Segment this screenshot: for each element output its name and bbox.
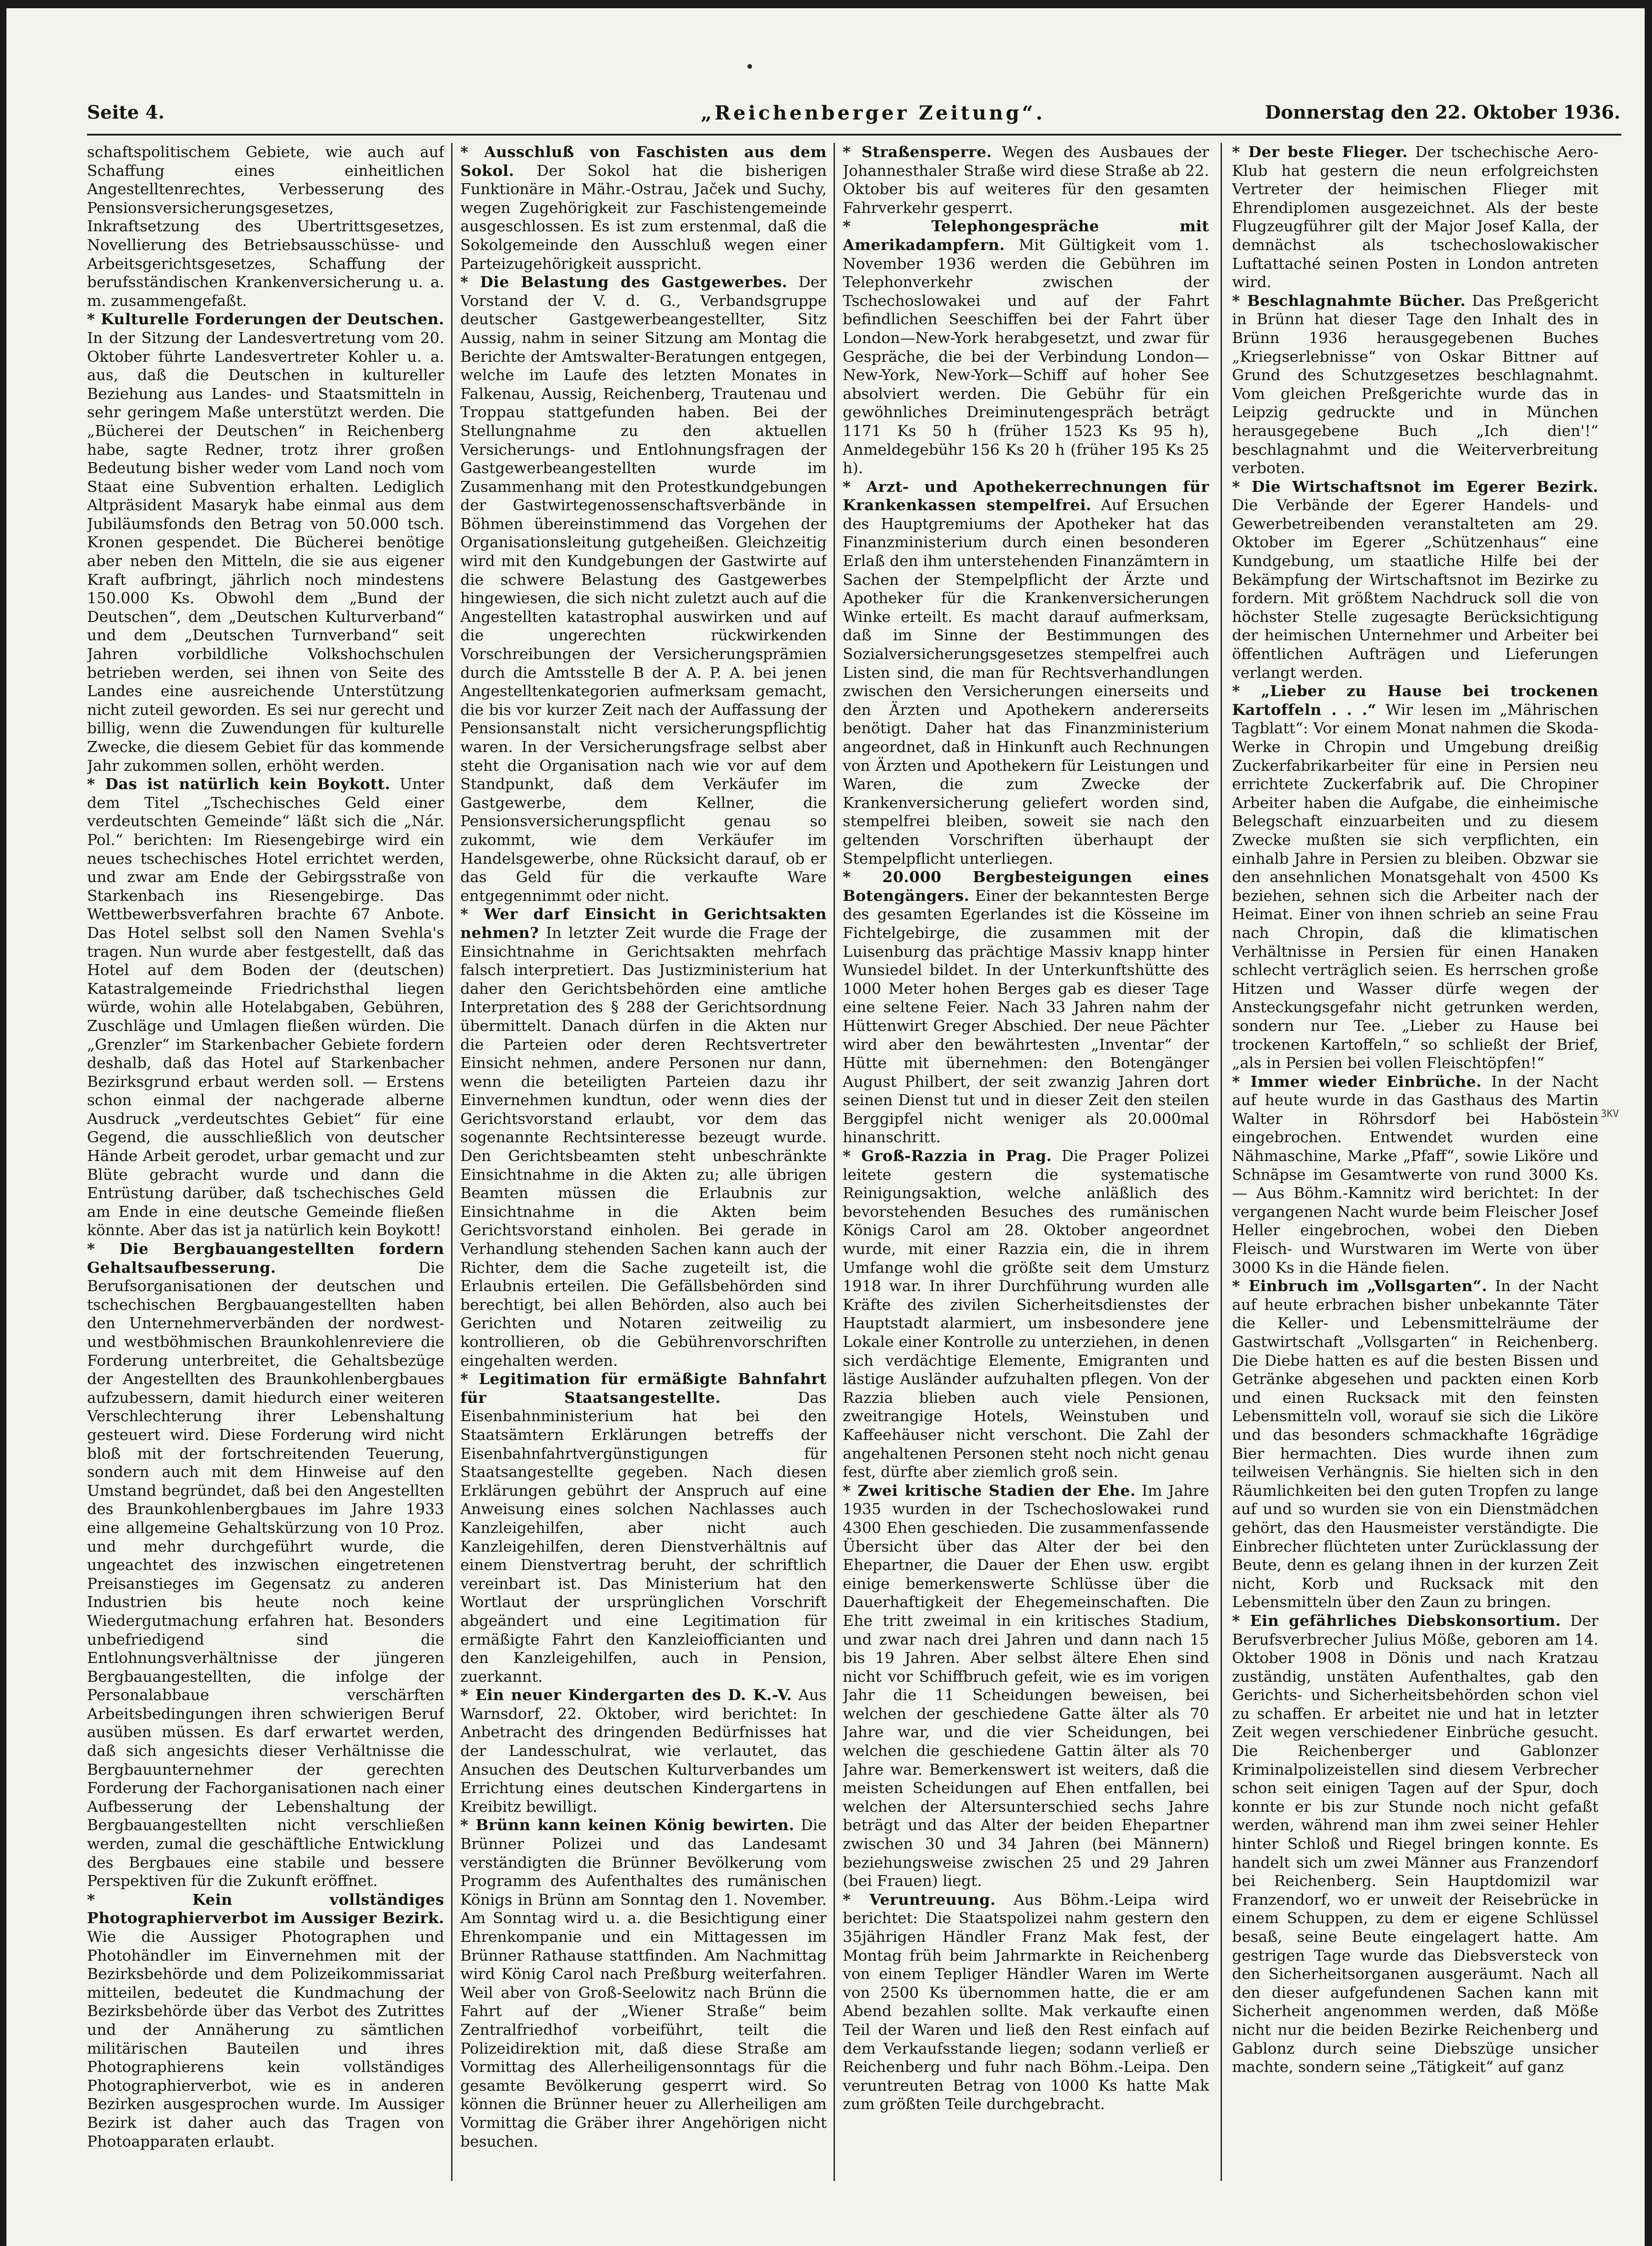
article-headline: * Kein vollständiges Photographierverbot im Aussiger Bezirk. [87,1890,444,1927]
news-article [87,143,444,310]
news-article [843,1891,1209,2114]
article-headline: * „Lieber zu Hause bei trockenen Kartoffeln . . .“ [1232,682,1598,719]
scan-border-top [0,0,1652,8]
article-headline: * Brünn kann keinen König bewirten. [460,1816,795,1834]
article-headline: * Kulturelle Forderungen der Deutschen. [87,310,444,328]
article-body: In der Nacht auf heute erbrachen bisher unbekannte Täter die Keller- und Lebensmittelräume der Gastwirtschaft „Vollsgarten“ in Reichenberg. Die Diebe hatten es auf die besten Bissen und Getränke abgesehen und packten einen Korb und einen Rucksack mit den feinsten Lebensmitteln voll, worauf sie sich die Liköre und das besonders schmackhafte 16grädige Bier hermachten. Dies wurde ihnen zum teilweisen Verhängnis. Sie hielten sich in den Räumlichkeiten bei den guten Tropfen zu lange auf und so wurden sie von ein Dienstmädchen gehört, das den Hausmeister verständigte. Die Einbrecher flüchteten unter Zurücklassung der Beute, denn es gelang ihnen in der kurzen Zeit nicht, Korb und Rucksack mit den Lebensmitteln über den Zaun zu bringen. [1232,1277,1598,1611]
article-headline: * Die Wirtschaftsnot im Egerer Bezirk. [1232,477,1598,496]
newspaper-title: „Reichenberger Zeitung“. [701,102,1046,124]
news-article [1232,1612,1598,2077]
article-body: In der Sitzung der Landesvertretung vom 20. Oktober führte Landesvertreter Kohler u. a. aus, daß die Deutschen in kultureller Beziehung aus Landes- und Staatsmitteln in sehr geringem Maße unterstützt werden. Die „Bücherei der Deutschen“ in Reichenberg habe, sagte Redner, trotz ihrer großen Bedeutung bisher weder vom Land noch vom Staat eine Subvention erhalten. Lediglich Altpräsident Masaryk habe einmal aus dem Jubiläumsfonds den Betrag von 50.000 tsch. Kronen gespendet. Die Bücherei benötige aber neben den Mitteln, die sie aus eigener Kraft aufbringt, jährlich noch mindestens 150.000 Ks. Obwohl dem „Bund der Deutschen“, dem „Deutschen Kulturverband“ und dem „Deutschen Turnverband“ seit Jahren vorbildliche Volkshochschulen betrieben werden, sei ihnen von Seite des Landes eine ausreichende Unterstützung nicht zuteil geworden. Es sei nur gerecht und billig, wenn die Zuwendungen für kulturelle Zwecke, die diesem Gebiet für das kommende Jahr zukommen sollen, erhöht werden. [87,328,444,774]
article-headline: * Groß-Razzia in Prag. [843,1147,1052,1165]
article-headline: * Die Bergbauangestellten fordern Gehaltsaufbesserung. [87,1240,444,1276]
article-headline: * Immer wieder Einbrüche. [1232,1072,1482,1090]
article-body: Einer der bekanntesten Berge des gesamten Egerlandes ist die Kösseine im Fichtelgebirge, die zusammen mit der Luisenburg das prächtige Massiv knapp hinter Wunsiedel bildet. In der Unterkunftshütte des 1000 Meter hohen Berges gab es dieser Tage eine seltene Feier. Nach 33 Jahren nahm der Hüttenwirt Greger Abschied. Der neue Pächter wird aber den bewährtesten „Inventar“ der Hütte mit übernehmen: den Botengänger August Philbert, der seit zwanzig Jahren dort seinen Dienst tut und in dieser Zeit den steilen Berggipfel nicht weniger als 20.000mal hinanschritt. [843,886,1209,1146]
scan-border-right [1645,0,1652,2246]
news-article [843,868,1209,1147]
news-article [460,143,827,273]
text-column-3 [843,143,1209,2195]
news-article [843,1482,1209,1891]
article-body: Wie die Aussiger Photographen und Photohändler im Einvernehmen mit der Bezirksbehörde und dem Polizeikommissariat mitteilen, bedeutet die Kundmachung der Bezirksbehörde über das Verbot des Zutrittes und der Annäherung zu sämtlichen militärischen Bauteilen und ihres Photographierens kein vollständiges Photographierverbot, wie es in anderen Bezirken ausgesprochen wurde. Im Aussiger Bezirk ist daher auch das Tragen von Photoapparaten erlaubt. [87,1928,444,2150]
news-article [460,1816,827,2151]
margin-note: 3KV [1601,1108,1619,1120]
article-body: Der tschechische Aero-Klub hat gestern die neun erfolgreichsten Vertreter der heimischen Flieger mit Ehrendiplomen ausgezeichnet. Als der beste Flugzeugführer gilt der Major Josef Kalla, der demnächst als tschechoslowakischer Luftattaché seinen Posten in London antreten wird. [1232,143,1598,291]
article-headline: * Legitimation für ermäßigte Bahnfahrt für Staatsangestellte. [460,1370,827,1406]
column-divider [451,143,453,2181]
news-article [87,1891,444,2151]
news-article [460,1686,827,1816]
article-body: Der Berufsverbrecher Julius Möße, geboren am 14. Oktober 1908 in Dönis und nach Kratzau zuständig, unstäten Aufenthaltes, gab den Gerichts- und Sicherheitsbehörden schon viel zu schaffen. Er arbeitet nie und hat in letzter Zeit wegen verschiedener Einbrüche gesucht. Die Reichenberger und Gablonzer Kriminalpolizeistellen sind diesem Verbrecher schon seit einigen Tagen auf der Spur, doch konnte er bis zur Stunde noch nicht gefaßt werden, während man ihm zwei seiner Hehler hinter Schloß und Riegel bringen konnte. Es handelt sich um zwei Männer aus Franzendorf bei Reichenberg. Sein Hauptdomizil war Franzendorf, wo er unweit der Reisebrücke in einem Schuppen, zu dem er eigene Schlüssel besaß, seine Beute eingelagert hatte. Am gestrigen Tage wurde das Diebsversteck von den Sicherheitsorganen ausgeräumt. Nach all den dieser aufgefundenen Sachen kann mit Sicherheit angenommen werden, daß Möße nicht nur die beiden Bezirke Reichenberg und Gablonz durch seine Diebszüge unsicher machte, sondern seine „Tätigkeit“ auf ganz [1232,1611,1598,2076]
article-body: In der Nacht auf heute wurde in das Gasthaus des Martin Walter in Röhrsdorf bei Haböstein eingebrochen. Entwendet wurden eine Nähmaschine, Marke „Pfaff“, sowie Liköre und Schnäpse im Gesamtwerte von rund 3000 Ks. — Aus Böhm.-Kamnitz wird berichtet: In der vergangenen Nacht wurde beim Fleischer Josef Heller eingebrochen, wobei den Dieben Fleisch- und Wurstwaren im Werte von über 3000 Ks in die Hände fielen. [1232,1072,1598,1276]
article-body: Der Vorstand der V. d. G., Verbandsgruppe deutscher Gastgewerbeangestellter, Sitz Aussig, nahm in seiner Sitzung am Montag die Berichte der Amtswalter-Beratungen entgegen, welche im Laufe des letzten Monates in Falkenau, Aussig, Reichenberg, Trautenau und Troppau stattgefunden haben. Bei der Stellungnahme zu den aktuellen Versicherungs- und Entlohnungsfragen der Gastgewerbeangestellten wurde im Zusammenhang mit den Protestkundgebungen der Gastwirtegenossenschaftsverbände in Böhmen übereinstimmend das Vorgehen der Organisationsleitung gutgeheißen. Gleichzeitig wird mit den Kundgebungen der Gastwirte auf die schwere Belastung des Gastgewerbes hingewiesen, die sich nicht zuletzt auch auf die Angestellten katastrophal auswirken und auf die ungerechten rückwirkenden Vorschreibungen der Versicherungsprämien durch die Amtsstelle B der A. P. A. bei jenen Angestelltenkategorien aufmerksam gemacht, die bis vor kurzer Zeit nach der Auffassung der Pensionsanstalt nicht versicherungspflichtig waren. In der Versicherungsfrage selbst aber steht die Organisation nach wie vor auf dem Standpunkt, daß dem Verkäufer im Gastgewerbe, dem Kellner, die Pensionsversicherungspflicht genau so zukommt, wie dem Verkäufer im Handelsgewerbe, ohne Rücksicht darauf, ob er das Geld für die verkaufte Ware entgegennimmt oder nicht. [460,273,827,905]
article-body: Auf Ersuchen des Hauptgremiums der Apotheker hat das Finanzministerium durch einen besonderen Erlaß den ihm unterstehenden Finanzämtern in Sachen der Stempelpflicht der Ärzte und Apotheker für die Krankenversicherungen Winke erteilt. Es macht darauf aufmerksam, daß im Sinne der Bestimmungen des Sozialversicherungsgesetzes stempelfrei auch Listen sind, die man für Rechtsverhandlungen zwischen den Versicherungen einerseits und den Ärzten und Apothekern andererseits benötigt. Daher hat das Finanzministerium angeordnet, daß in Hinkunft auch Rechnungen von Ärzten und Apothekern für Leistungen und Waren, die zum Zwecke der Krankenversicherung geliefert worden sind, stempelfrei bleiben, soweit sie nach den geltenden Vorschriften überhaupt der Stempelpflicht unterliegen. [843,496,1209,867]
text-column-2 [460,143,827,2195]
article-body: Das Preßgericht in Brünn hat dieser Tage den Inhalt des in Brünn 1936 herausgegebenen Buches „Kriegserlebnisse“ von Oskar Bittner auf Grund des Schutzgesetzes beschlagnahmt. Vom gleichen Preßgerichte wurde das in Leipzig gedruckte und in München herausgegebene Buch „Ich dien'!“ beschlagnahmt und die Weiterverbreitung verboten. [1232,291,1598,477]
article-body: Mit Gültigkeit vom 1. November 1936 werden die Gebühren im Telephonverkehr zwischen der Tschechoslowakei und auf der Fahrt befindlichen Seeschiffen bei der Fahrt über London—New-York herabgesetzt, und zwar für Gespräche, die bei der Verbindung London—New-York, New-York—Schiff auf hoher See absolviert werden. Die Gebühr für ein gewöhnliches Dreiminutengespräch beträgt 1171 Ks 50 h (früher 1523 Ks 95 h), Anmeldegebühr 156 Ks 20 h (früher 195 Ks 25 h). [843,235,1209,477]
header-rule [87,134,1621,136]
article-body: Der Sokol hat die bisherigen Funktionäre in Mähr.-Ostrau, Jaček und Suchy, wegen Zugehörigkeit zur Faschistengemeinde ausgeschlossen. Es ist zum erstenmal, daß die Sokolgemeinde den Ausschluß wegen einer Parteizugehörigkeit ausspricht. [460,161,827,273]
article-body: Im Jahre 1935 wurden in der Tschechoslowakei rund 4300 Ehen geschieden. Die zusammenfassende Übersicht über das Alter der bei den Ehepartner, die Dauer der Ehen usw. ergibt einige bemerkenswerte Schlüsse über die Dauerhaftigkeit der Ehegemeinschaften. Die Ehe tritt zweimal in ein kritisches Stadium, und zwar nach drei Jahren und dann nach 15 bis 19 Jahren. Aber selbst ältere Ehen sind nicht vor Schiffbruch gefeit, wie es im vorigen Jahr die 11 Scheidungen beweisen, bei welchen der geschiedene Gatte älter als 70 Jahre war, und die vier Scheidungen, bei welchen die geschiedene Gattin älter als 70 Jahre war. Bemerkenswert ist weiters, daß die meisten Scheidungen auf Ehen entfallen, bei welchen der Altersunterschied sechs Jahre beträgt und das Alter der beiden Ehepartner zwischen 30 und 34 Jahren (bei Männern) beziehungsweise zwischen 25 und 29 Jahren (bei Frauen) liegt. [843,1481,1209,1890]
article-headline: * Einbruch im „Vollsgarten“. [1232,1277,1488,1295]
article-headline: * Ein gefährliches Diebskonsortium. [1232,1611,1561,1630]
article-headline: * Wer darf Einsicht in Gerichtsakten nehmen? [460,905,827,942]
article-headline: * Der beste Flieger. [1232,143,1408,161]
article-headline: * Beschlagnahmte Bücher. [1232,291,1466,310]
article-body: Die Verbände der Egerer Handels- und Gewerbetreibenden veranstalteten am 29. Oktober im Egerer „Schützenhaus“ eine Kundgebung, um staatliche Hilfe bei der Bekämpfung der Wirtschaftsnot im Bezirke zu fordern. Mit größtem Nachdruck soll die von höchster Stelle zugesagte Berücksichtigung der heimischen Unternehmer und Arbeiter bei öffentlichen Aufträgen und Lieferungen verlangt werden. [1232,496,1598,681]
article-body: schaftspolitischem Gebiete, wie auch auf Schaffung eines einheitlichen Angestelltenrechtes, Verbesserung des Pensionsversicherungsgesetzes, Inkraftsetzung des Ubertrittsgesetzes, Novellierung des Betriebsausschüsse- und Arbeitsgerichtsgesetzes, Schaffung der berufsständischen Krankenversicherung u. a. m. zusammengefaßt. [87,143,444,310]
news-article [460,905,827,1370]
news-article [1232,1073,1598,1277]
news-article [460,273,827,905]
article-body: Aus Böhm.-Leipa wird berichtet: Die Staatspolizei nahm gestern den 35jährigen Händler Franz Mak fest, der Montag früh beim Jahrmarkte in Reichenberg von einem Tepliger Händler Waren im Werte von 2500 Ks übernommen hatte, die er am Abend bezahlen sollte. Mak verkaufte einen Teil der Waren und ließ den Rest einfach auf dem Verkaufsstande liegen; sodann verließ er Reichenberg und fuhr nach Böhm.-Leipa. Den veruntreuten Betrag von 1000 Ks hatte Mak zum größten Teile durchgebracht. [843,1890,1209,2113]
article-headline: * Telephongespräche mit Amerikadampfern. [843,217,1209,254]
binding-hole-mark [747,64,752,69]
article-body: Die Berufsorganisationen der deutschen und tschechischen Bergbauangestellten haben den Unternehmerverbänden der nordwest- und westböhmischen Braunkohlenreviere die Forderung unterbreitet, die Gehaltsbezüge der Angestellten des Braunkohlenbergbaues aufzubessern, damit hiedurch einer weiteren Verschlechterung ihrer Lebenshaltung gesteuert wird. Diese Forderung wird nicht bloß mit der fortschreitenden Teuerung, sondern auch mit dem Hinweise auf den Umstand begründet, daß bei den Angestellten des Braunkohlenbergbaues im Jahre 1933 eine allgemeine Gehaltskürzung von 10 Proz. und mehr durchgeführt wurde, die ungeachtet des inzwischen eingetretenen Preisanstieges im Gegensatz zu anderen Industrien bis heute noch keine Wiedergutmachung erfahren hat. Besonders unbefriedigend sind die Entlohnungsverhältnisse der jüngeren Bergbauangestellten, die infolge der Personalabbaue verschärften Arbeitsbedingungen ihren schwierigen Beruf ausüben müssen. Es darf erwartet werden, daß sich angesichts dieser Verhältnisse die Bergbauunternehmer der gerechten Forderung der Fachorganisationen nach einer Aufbesserung der Lebenshaltung der Bergbauangestellten nicht verschließen werden, zumal die geschäftliche Entwicklung des Bergbaues eine stabile und bessere Perspektiven für die Zukunft eröffnet. [87,1258,444,1890]
news-article [87,1240,444,1891]
article-body: Wir lesen im „Mährischen Tagblatt“: Vor einem Monat nahmen die Skoda-Werke in Chropin und Umgebung dreißig Zuckerfabrikarbeiter für eine in Persien neu errichtete Zuckerfabrik auf. Die Chropiner Arbeiter haben die Aufgabe, die einheimische Belegschaft einzuarbeiten und zu diesem Zwecke mußten sie sich verpflichten, ein einhalb Jahre in Persien zu bleiben. Obzwar sie den ansehnlichen Monatsgehalt von 4500 Ks beziehen, sehnen sich die Arbeiter nach der Heimat. Einer von ihnen schrieb an seine Frau nach Chropin, daß die klimatischen Verhältnisse in Persien für einen Hanaken schlecht verträglich seien. Es herrschen große Hitzen und Wasser dürfe wegen der Ansteckungsgefahr nicht getrunken werden, sondern nur Tee. „Lieber zu Hause bei trockenen Kartoffeln,“ so schließt der Brief, „als in Persien bei vollen Fleischtöpfen!“ [1232,700,1598,1072]
news-article [87,775,444,1240]
text-column-1 [87,143,444,2195]
article-body: Aus Warnsdorf, 22. Oktober, wird berichtet: In Anbetracht des dringenden Bedürfnisses hat der Landesschulrat, wie verlautet, das Ansuchen des Deutschen Kulturverbandes um Errichtung eines deutschen Kindergartens in Kreibitz bewilligt. [460,1686,827,1815]
article-headline: * Veruntreuung. [843,1890,996,1908]
column-divider [834,143,835,2181]
article-headline: * 20.000 Bergbesteigungen eines Botengängers. [843,868,1209,905]
news-article [843,478,1209,868]
article-body: Unter dem Titel „Tschechisches Geld einer verdeutschten Gemeinde“ läßt sich die „Nár. Pol.“ berichten: Im Riesengebirge wird ein neues tschechisches Hotel errichtet werden, und zwar am Ende der Gebirgsstraße von Starkenbach ins Riesengebirge. Das Wettbewerbsverfahren brachte 67 Anbote. Das Hotel selbst soll den Namen Svehla's tragen. Nun wurde aber festgestellt, daß das Hotel auf dem Boden der (deutschen) Katastralgemeinde Friedrichsthal liegen würde, wohin alle Hotelabgaben, Gebühren, Zuschläge und Umlagen fließen würden. Die „Grenzler“ im Starkenbacher Gebiete fordern deshalb, daß das Hotel auf Starkenbacher Bezirksgrund erbaut werden soll. — Erstens schon einmal der nachgerade alberne Ausdruck „verdeutschtes Gebiet“ für eine Gegend, die ausschließlich von deutscher Hände Arbeit gerodet, urbar gemacht und zur Blüte gebracht wurde und dann die Entrüstung darüber, daß tschechisches Geld am Ende in eine deutsche Gemeinde fließen könnte. Aber das ist ja natürlich kein Boykott! [87,775,444,1239]
news-article [1232,682,1598,1072]
issue-date: Donnerstag den 22. Oktober 1936. [1265,102,1620,123]
article-headline: * Arzt- und Apothekerrechnungen für Krankenkassen stempelfrei. [843,477,1209,514]
article-body: Die Prager Polizei leitete gestern die systematische Reinigungsaktion, welche anläßlich des bevorstehenden Besuches des rumänischen Königs Carol am 28. Oktober angeordnet wurde, mit einer Razzia ein, die in ihrem Umfange wohl die größte seit dem Umsturz 1918 war. In ihrer Durchführung wurden alle Kräfte des zivilen Sicherheitsdienstes der Hauptstadt alarmiert, um insbesondere jene Lokale einer Kontrolle zu unterziehen, in denen sich verdächtige Elemente, Emigranten und lästige Ausländer aufzuhalten pflegen. Von der Razzia blieben auch viele Pensionen, zweitrangige Hotels, Weinstuben und Kaffeehäuser nicht verschont. Die Zahl der angehaltenen Personen steht noch nicht genau fest, dürfte aber ziemlich groß sein. [843,1147,1209,1481]
article-headline: * Das ist natürlich kein Boykott. [87,775,391,793]
article-headline: * Die Belastung des Gastgewerbes. [460,273,788,291]
news-article [843,143,1209,217]
article-headline: * Ausschluß von Faschisten aus dem Sokol. [460,143,827,180]
news-article [843,217,1209,477]
page-number: Seite 4. [87,102,165,123]
news-article [460,1370,827,1686]
news-article [1232,292,1598,478]
article-body: Das Eisenbahnministerium hat bei den Staatsämtern Erklärungen betreffs der Eisenbahnfahrtvergünstigungen für Staatsangestellte gegeben. Nach diesen Erklärungen gebührt der Anspruch auf eine Anweisung eines solchen Nachlasses auch Kanzleigehilfen, aber nicht auch Kanzleigehilfen, deren Dienstverhältnis auf einem Dienstvertrag beruht, der schriftlich vereinbart ist. Das Ministerium hat den Wortlaut der ursprünglichen Vorschrift abgeändert und eine Legitimation für ermäßigte Fahrt den Kanzleiofficianten und den Kanzleigehilfen, auch in Pension, zuerkannt. [460,1388,827,1685]
article-body: Die Brünner Polizei und das Landesamt verständigten die Brünner Bevölkerung vom Programm des Aufenthaltes des rumänischen Königs in Brünn am Sonntag den 1. November. Am Sonntag wird u. a. die Besichtigung einer Ehrenkompanie und ein Mittagessen im Brünner Rathause stattfinden. Am Nachmittag wird König Carol nach Preßburg weiterfahren. Weil aber von Groß-Seelowitz nach Brünn die Fahrt auf der „Wiener Straße“ beim Zentralfriedhof vorbeiführt, teilt die Polizeidirektion mit, daß diese Straße am Vormittag des Allerheiligensonntags für die gesamte Bevölkerung gesperrt wird. So können die Brünner heuer zu Allerheiligen am Vormittag die Gräber ihrer Angehörigen nicht besuchen. [460,1816,827,2150]
column-divider [1221,143,1222,2181]
article-headline: * Ein neuer Kindergarten des D. K.-V. [460,1686,792,1704]
scan-border-left [0,0,6,2246]
news-article [1232,1277,1598,1612]
news-article [1232,478,1598,682]
article-body: In letzter Zeit wurde die Frage der Einsichtnahme in Gerichtsakten mehrfach falsch interpretiert. Das Justizministerium hat daher den Gerichtsbehörden eine amtliche Interpretation des § 288 der Gerichtsordnung übermittelt. Danach dürfen in die Akten nur die Parteien oder deren Rechtsvertreter Einsicht nehmen, andere Personen nur dann, wenn die beteiligten Parteien dazu ihr Einvernehmen kundtun, oder wenn dies der Gerichtsvorstand erlaubt, vor dem das sogenannte Rechtsinteresse bezeugt wurde. Den Gerichtsbeamten steht unbeschränkte Einsichtnahme in die Akten zu; alle übrigen Beamten müssen die Erlaubnis zur Einsichtnahme in die Akten beim Gerichtsvorstand einholen. Bei gerade in Verhandlung stehenden Sachen kann auch der Richter, dem die Sache zugeteilt ist, die Erlaubnis erteilen. Die Gefällsbehörden sind berechtigt, bei allen Behörden, also auch bei Gerichten und Notaren zeitweilig zu kontrollieren, ob die Gebührenvorschriften eingehalten werden. [460,923,827,1369]
news-article [843,1147,1209,1482]
text-column-4 [1232,143,1598,2195]
page-header [87,102,1630,134]
news-article [87,310,444,775]
article-body: Wegen des Ausbaues der Johannesthaler Straße wird diese Straße ab 22. Oktober bis auf weiteres für den gesamten Fahrverkehr gesperrt. [843,143,1209,217]
news-article [1232,143,1598,292]
article-headline: * Straßensperre. [843,143,992,161]
article-headline: * Zwei kritische Stadien der Ehe. [843,1481,1136,1499]
